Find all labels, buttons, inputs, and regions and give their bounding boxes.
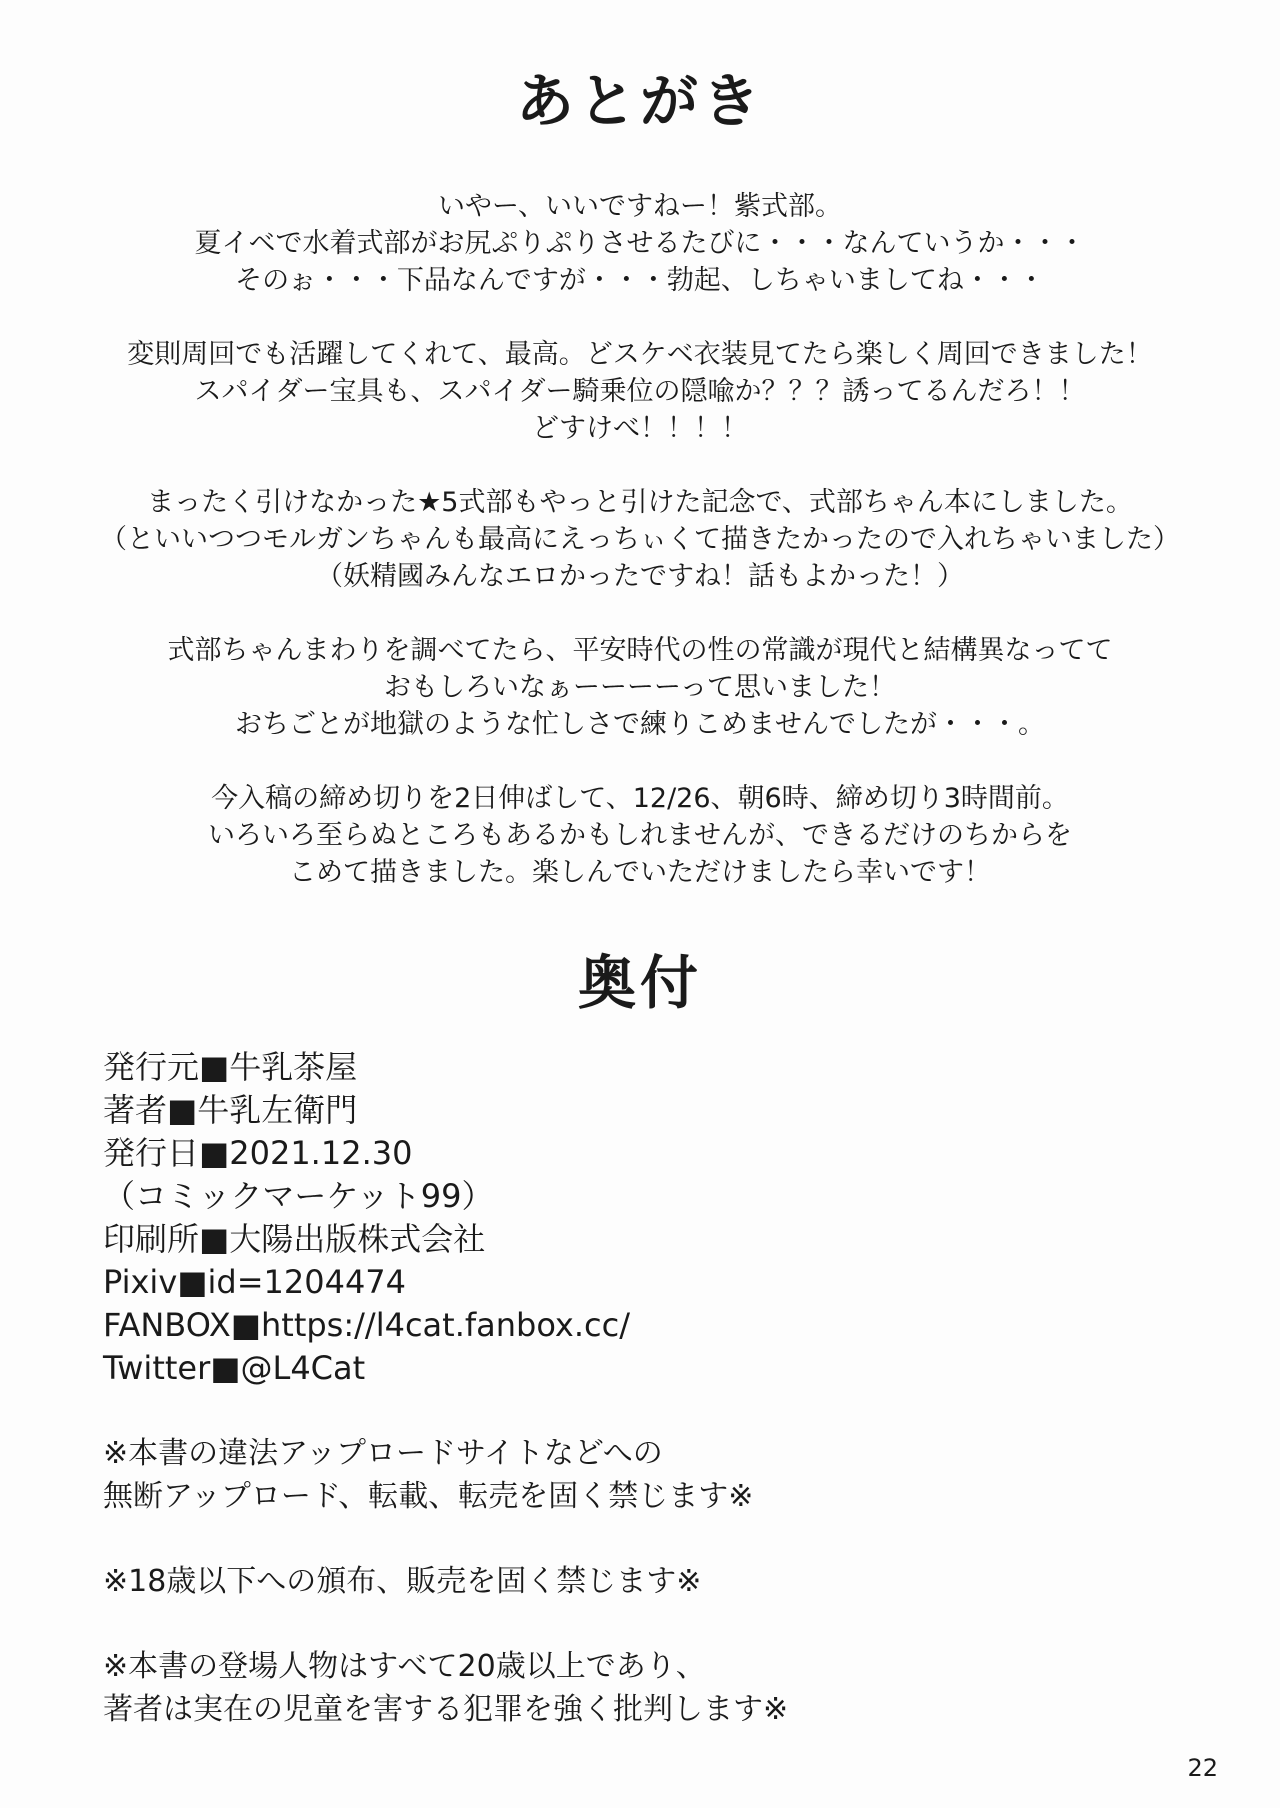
twitter-line: Twitter■@L4Cat <box>103 1349 366 1387</box>
fanbox-line: FANBOX■https://l4cat.fanbox.cc/ <box>103 1306 630 1344</box>
afterword-line: （妖精國みんなエロかったですね！話もよかった！） <box>316 561 964 592</box>
afterword-paragraph <box>40 780 1240 891</box>
notice-age <box>103 1560 1203 1603</box>
afterword-paragraph <box>40 632 1240 743</box>
afterword-line: いろいろ至らぬところもあるかもしれませんが、できるだけのちからを <box>208 820 1072 851</box>
printer-line: 印刷所■大陽出版株式会社 <box>103 1220 486 1258</box>
afterword-line: 変則周回でも活躍してくれて、最高。どスケベ衣装見てたら楽しく周回できました！ <box>127 339 1153 370</box>
afterword-line: （といいつつモルガンちゃんも最高にえっちぃくて描きたかったので入れちゃいました） <box>100 524 1180 555</box>
afterword-body <box>40 188 1240 891</box>
publisher-line: 発行元■牛乳茶屋 <box>103 1048 358 1086</box>
notice-upload <box>103 1432 1203 1518</box>
pixiv-line: Pixiv■id=1204474 <box>103 1263 407 1301</box>
afterword-line: おちごとが地獄のような忙しさで練りこめませんでしたが・・・。 <box>235 709 1045 740</box>
afterword-line: おもしろいなぁーーーーって思いました！ <box>384 672 896 703</box>
afterword-paragraph <box>40 336 1240 447</box>
afterword-line: スパイダー宝具も、スパイダー騎乗位の隠喩か？？？誘ってるんだろ！！ <box>194 376 1086 407</box>
colophon-details <box>103 1046 1203 1390</box>
afterword-line: まったく引けなかった★5式部もやっと引けた記念で、式部ちゃん本にしました。 <box>147 487 1133 518</box>
colophon-notices <box>103 1432 1203 1731</box>
publication-date-line: 発行日■2021.12.30 <box>103 1134 413 1172</box>
afterword-line: 夏イベで水着式部がお尻ぷりぷりさせるたびに・・・なんていうか・・・ <box>194 228 1086 259</box>
afterword-title: あとがき <box>515 67 764 135</box>
notice-line: ※18歳以下への頒布、販売を固く禁じます※ <box>103 1564 702 1599</box>
notice-line: 著者は実在の児童を害する犯罪を強く批判します※ <box>103 1692 789 1727</box>
afterword-line: こめて描きました。楽しんでいただけましたら幸いです！ <box>289 857 991 888</box>
author-line: 著者■牛乳左衛門 <box>103 1091 358 1129</box>
afterword-paragraph <box>40 188 1240 299</box>
notice-line: 無断アップロード、転載、転売を固く禁じます※ <box>103 1479 754 1514</box>
page-number: 22 <box>1187 1754 1218 1782</box>
afterword-line: 今入稿の締め切りを2日伸ばして、12/26、朝6時、締め切り3時間前。 <box>211 783 1069 814</box>
afterword-line: そのぉ・・・下品なんですが・・・勃起、しちゃいましてね・・・ <box>235 265 1045 296</box>
notice-line: ※本書の登場人物はすべて20歳以上であり、 <box>103 1649 706 1684</box>
colophon-title: 奥付 <box>577 949 702 1017</box>
notice-characters <box>103 1645 1203 1731</box>
afterword-paragraph <box>40 484 1240 595</box>
afterword-line: 式部ちゃんまわりを調べてたら、平安時代の性の常識が現代と結構異なってて <box>167 635 1113 666</box>
notice-line: ※本書の違法アップロードサイトなどへの <box>103 1436 663 1471</box>
afterword-line: どすけべ！！！！ <box>532 413 748 444</box>
event-line: （コミックマーケット99） <box>103 1177 494 1215</box>
afterword-line: いやー、いいですねー！紫式部。 <box>438 191 842 222</box>
